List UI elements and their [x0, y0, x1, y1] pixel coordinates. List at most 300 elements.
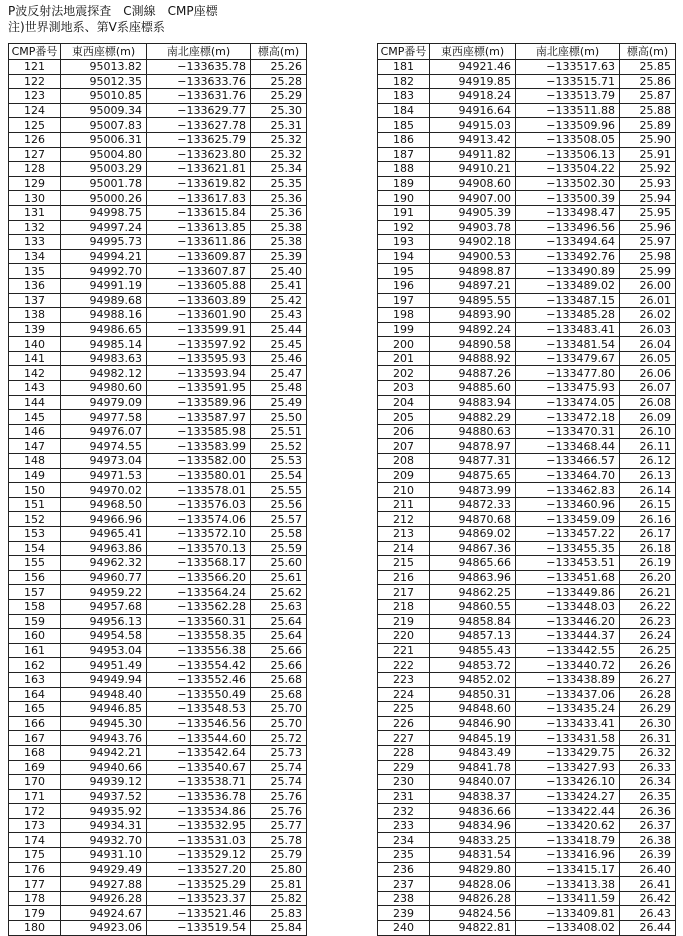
- northing-cell: −133464.70: [516, 468, 620, 483]
- easting-cell: 95013.82: [61, 60, 147, 75]
- easting-cell: 95003.29: [61, 162, 147, 177]
- northing-cell: −133477.80: [516, 366, 620, 381]
- elevation-cell: 26.26: [620, 658, 676, 673]
- table-row: [378, 60, 676, 75]
- elevation-cell: 26.22: [620, 599, 676, 614]
- table-row: [9, 468, 307, 483]
- table-row: [378, 687, 676, 702]
- table-row: [378, 89, 676, 104]
- table-row: [9, 658, 307, 673]
- elevation-cell: 25.52: [251, 439, 307, 454]
- northing-cell: −133472.18: [516, 410, 620, 425]
- easting-cell: 94865.66: [430, 556, 516, 571]
- elevation-cell: 25.46: [251, 351, 307, 366]
- northing-cell: −133494.64: [516, 235, 620, 250]
- northing-cell: −133583.99: [147, 439, 251, 454]
- cmp-number-cell: 198: [378, 308, 430, 323]
- cmp-number-cell: 184: [378, 103, 430, 118]
- cmp-number-cell: 238: [378, 891, 430, 906]
- table-row: [9, 366, 307, 381]
- easting-cell: 94986.65: [61, 322, 147, 337]
- northing-cell: −133411.59: [516, 891, 620, 906]
- table-row: [9, 848, 307, 863]
- northing-cell: −133585.98: [147, 424, 251, 439]
- cmp-number-cell: 202: [378, 366, 430, 381]
- table-row: [9, 906, 307, 921]
- northing-cell: −133511.88: [516, 103, 620, 118]
- northing-cell: −133460.96: [516, 497, 620, 512]
- elevation-cell: 25.62: [251, 585, 307, 600]
- table-row: [378, 395, 676, 410]
- northing-cell: −133496.56: [516, 220, 620, 235]
- easting-cell: 94902.18: [430, 235, 516, 250]
- elevation-cell: 26.29: [620, 702, 676, 717]
- elevation-cell: 25.36: [251, 205, 307, 220]
- elevation-cell: 25.60: [251, 556, 307, 571]
- easting-cell: 94831.54: [430, 848, 516, 863]
- elevation-cell: 25.82: [251, 891, 307, 906]
- easting-cell: 94931.10: [61, 848, 147, 863]
- table-row: [9, 118, 307, 133]
- easting-cell: 94983.63: [61, 351, 147, 366]
- cmp-number-cell: 186: [378, 132, 430, 147]
- northing-cell: −133621.81: [147, 162, 251, 177]
- table-row: [9, 716, 307, 731]
- northing-cell: −133532.95: [147, 818, 251, 833]
- cmp-number-cell: 213: [378, 527, 430, 542]
- northing-cell: −133627.78: [147, 118, 251, 133]
- cmp-number-cell: 123: [9, 89, 61, 104]
- northing-cell: −133509.96: [516, 118, 620, 133]
- northing-cell: −133574.06: [147, 512, 251, 527]
- column-header-elevation: 標高(m): [620, 44, 676, 60]
- easting-cell: 94946.85: [61, 702, 147, 717]
- column-header-easting: 東西座標(m): [61, 44, 147, 60]
- table-row: [378, 833, 676, 848]
- northing-cell: −133542.64: [147, 745, 251, 760]
- easting-cell: 94949.94: [61, 672, 147, 687]
- cmp-number-cell: 152: [9, 512, 61, 527]
- elevation-cell: 26.38: [620, 833, 676, 848]
- easting-cell: 94948.40: [61, 687, 147, 702]
- easting-cell: 94953.04: [61, 643, 147, 658]
- elevation-cell: 25.92: [620, 162, 676, 177]
- elevation-cell: 26.28: [620, 687, 676, 702]
- table-row: [378, 132, 676, 147]
- table-row: [9, 337, 307, 352]
- elevation-cell: 25.29: [251, 89, 307, 104]
- elevation-cell: 25.56: [251, 497, 307, 512]
- northing-cell: −133457.22: [516, 527, 620, 542]
- northing-cell: −133418.79: [516, 833, 620, 848]
- cmp-number-cell: 228: [378, 745, 430, 760]
- cmp-number-cell: 222: [378, 658, 430, 673]
- cmp-number-cell: 151: [9, 497, 61, 512]
- elevation-cell: 26.16: [620, 512, 676, 527]
- northing-cell: −133605.88: [147, 278, 251, 293]
- column-header-northing: 南北座標(m): [147, 44, 251, 60]
- northing-cell: −133601.90: [147, 308, 251, 323]
- elevation-cell: 26.08: [620, 395, 676, 410]
- northing-cell: −133459.09: [516, 512, 620, 527]
- table-row: [378, 877, 676, 892]
- cmp-number-cell: 204: [378, 395, 430, 410]
- elevation-cell: 26.23: [620, 614, 676, 629]
- table-row: [378, 118, 676, 133]
- northing-cell: −133446.20: [516, 614, 620, 629]
- northing-cell: −133506.13: [516, 147, 620, 162]
- northing-cell: −133468.44: [516, 439, 620, 454]
- cmp-number-cell: 137: [9, 293, 61, 308]
- northing-cell: −133593.94: [147, 366, 251, 381]
- northing-cell: −133548.53: [147, 702, 251, 717]
- elevation-cell: 25.31: [251, 118, 307, 133]
- easting-cell: 94939.12: [61, 775, 147, 790]
- easting-cell: 94940.66: [61, 760, 147, 775]
- table-row: [378, 308, 676, 323]
- northing-cell: −133556.38: [147, 643, 251, 658]
- easting-cell: 94882.29: [430, 410, 516, 425]
- cmp-number-cell: 231: [378, 789, 430, 804]
- easting-cell: 94834.96: [430, 818, 516, 833]
- cmp-number-cell: 145: [9, 410, 61, 425]
- easting-cell: 94924.67: [61, 906, 147, 921]
- northing-cell: −133508.05: [516, 132, 620, 147]
- northing-cell: −133483.41: [516, 322, 620, 337]
- elevation-cell: 26.43: [620, 906, 676, 921]
- table-row: [9, 147, 307, 162]
- cmp-table-left: [8, 43, 307, 936]
- table-row: [9, 454, 307, 469]
- cmp-number-cell: 227: [378, 731, 430, 746]
- elevation-cell: 26.32: [620, 745, 676, 760]
- cmp-number-cell: 236: [378, 862, 430, 877]
- elevation-cell: 26.12: [620, 454, 676, 469]
- cmp-number-cell: 171: [9, 789, 61, 804]
- elevation-cell: 26.21: [620, 585, 676, 600]
- easting-cell: 94845.19: [430, 731, 516, 746]
- cmp-number-cell: 172: [9, 804, 61, 819]
- elevation-cell: 26.42: [620, 891, 676, 906]
- cmp-number-cell: 154: [9, 541, 61, 556]
- cmp-number-cell: 188: [378, 162, 430, 177]
- easting-cell: 94943.76: [61, 731, 147, 746]
- elevation-cell: 25.97: [620, 235, 676, 250]
- northing-cell: −133597.92: [147, 337, 251, 352]
- northing-cell: −133554.42: [147, 658, 251, 673]
- northing-cell: −133525.29: [147, 877, 251, 892]
- table-row: [9, 162, 307, 177]
- northing-cell: −133504.22: [516, 162, 620, 177]
- cmp-number-cell: 165: [9, 702, 61, 717]
- elevation-cell: 25.95: [620, 205, 676, 220]
- northing-cell: −133475.93: [516, 381, 620, 396]
- elevation-cell: 25.78: [251, 833, 307, 848]
- elevation-cell: 25.90: [620, 132, 676, 147]
- cmp-number-cell: 125: [9, 118, 61, 133]
- cmp-number-cell: 208: [378, 454, 430, 469]
- cmp-number-cell: 139: [9, 322, 61, 337]
- cmp-number-cell: 160: [9, 629, 61, 644]
- cmp-number-cell: 180: [9, 921, 61, 936]
- northing-cell: −133550.49: [147, 687, 251, 702]
- northing-cell: −133633.76: [147, 74, 251, 89]
- table-row: [378, 585, 676, 600]
- cmp-number-cell: 183: [378, 89, 430, 104]
- table-row: [9, 527, 307, 542]
- easting-cell: 94916.64: [430, 103, 516, 118]
- easting-cell: 94974.55: [61, 439, 147, 454]
- cmp-number-cell: 159: [9, 614, 61, 629]
- easting-cell: 95010.85: [61, 89, 147, 104]
- northing-cell: −133433.41: [516, 716, 620, 731]
- easting-cell: 94985.14: [61, 337, 147, 352]
- northing-cell: −133426.10: [516, 775, 620, 790]
- easting-cell: 94982.12: [61, 366, 147, 381]
- elevation-cell: 26.25: [620, 643, 676, 658]
- easting-cell: 94908.60: [430, 176, 516, 191]
- northing-cell: −133587.97: [147, 410, 251, 425]
- elevation-cell: 25.94: [620, 191, 676, 206]
- cmp-number-cell: 147: [9, 439, 61, 454]
- northing-cell: −133523.37: [147, 891, 251, 906]
- cmp-number-cell: 221: [378, 643, 430, 658]
- elevation-cell: 26.05: [620, 351, 676, 366]
- northing-cell: −133564.24: [147, 585, 251, 600]
- easting-cell: 94965.41: [61, 527, 147, 542]
- cmp-number-cell: 209: [378, 468, 430, 483]
- table-row: [9, 424, 307, 439]
- elevation-cell: 25.49: [251, 395, 307, 410]
- table-row: [378, 162, 676, 177]
- elevation-cell: 25.86: [620, 74, 676, 89]
- table-row: [9, 176, 307, 191]
- elevation-cell: 25.98: [620, 249, 676, 264]
- cmp-number-cell: 237: [378, 877, 430, 892]
- elevation-cell: 25.35: [251, 176, 307, 191]
- cmp-number-cell: 212: [378, 512, 430, 527]
- table-row: [9, 220, 307, 235]
- cmp-number-cell: 175: [9, 848, 61, 863]
- easting-cell: 94853.72: [430, 658, 516, 673]
- easting-cell: 94863.96: [430, 570, 516, 585]
- easting-cell: 94828.06: [430, 877, 516, 892]
- cmp-number-cell: 127: [9, 147, 61, 162]
- cmp-number-cell: 177: [9, 877, 61, 892]
- table-row: [378, 381, 676, 396]
- table-row: [378, 220, 676, 235]
- table-row: [378, 278, 676, 293]
- easting-cell: 94960.77: [61, 570, 147, 585]
- elevation-cell: 26.39: [620, 848, 676, 863]
- northing-cell: −133487.15: [516, 293, 620, 308]
- table-row: [378, 249, 676, 264]
- table-row: [9, 877, 307, 892]
- cmp-number-cell: 179: [9, 906, 61, 921]
- cmp-number-cell: 136: [9, 278, 61, 293]
- elevation-cell: 25.80: [251, 862, 307, 877]
- table-row: [9, 191, 307, 206]
- northing-cell: −133631.76: [147, 89, 251, 104]
- easting-cell: 94921.46: [430, 60, 516, 75]
- easting-cell: 94929.49: [61, 862, 147, 877]
- easting-cell: 94893.90: [430, 308, 516, 323]
- northing-cell: −133517.63: [516, 60, 620, 75]
- elevation-cell: 26.35: [620, 789, 676, 804]
- northing-cell: −133422.44: [516, 804, 620, 819]
- cmp-number-cell: 197: [378, 293, 430, 308]
- northing-cell: −133629.77: [147, 103, 251, 118]
- easting-cell: 94895.55: [430, 293, 516, 308]
- elevation-cell: 26.07: [620, 381, 676, 396]
- column-header-cmp: CMP番号: [378, 44, 430, 60]
- table-row: [378, 454, 676, 469]
- elevation-cell: 25.41: [251, 278, 307, 293]
- northing-cell: −133429.75: [516, 745, 620, 760]
- northing-cell: −133540.67: [147, 760, 251, 775]
- elevation-cell: 25.70: [251, 702, 307, 717]
- elevation-cell: 25.50: [251, 410, 307, 425]
- table-row: [9, 395, 307, 410]
- easting-cell: 94858.84: [430, 614, 516, 629]
- elevation-cell: 25.42: [251, 293, 307, 308]
- elevation-cell: 25.63: [251, 599, 307, 614]
- northing-cell: −133568.17: [147, 556, 251, 571]
- easting-cell: 94923.06: [61, 921, 147, 936]
- easting-cell: 94898.87: [430, 264, 516, 279]
- easting-cell: 94956.13: [61, 614, 147, 629]
- table-row: [378, 410, 676, 425]
- elevation-cell: 25.68: [251, 672, 307, 687]
- table-row: [378, 103, 676, 118]
- northing-cell: −133470.31: [516, 424, 620, 439]
- table-row: [378, 264, 676, 279]
- elevation-cell: 26.18: [620, 541, 676, 556]
- cmp-number-cell: 230: [378, 775, 430, 790]
- cmp-number-cell: 224: [378, 687, 430, 702]
- elevation-cell: 26.17: [620, 527, 676, 542]
- northing-cell: −133500.39: [516, 191, 620, 206]
- northing-cell: −133431.58: [516, 731, 620, 746]
- table-row: [378, 658, 676, 673]
- table-row: [9, 556, 307, 571]
- elevation-cell: 25.36: [251, 191, 307, 206]
- table-row: [378, 439, 676, 454]
- cmp-number-cell: 194: [378, 249, 430, 264]
- table-row: [9, 322, 307, 337]
- elevation-cell: 25.48: [251, 381, 307, 396]
- easting-cell: 94850.31: [430, 687, 516, 702]
- easting-cell: 94918.24: [430, 89, 516, 104]
- cmp-number-cell: 176: [9, 862, 61, 877]
- easting-cell: 94822.81: [430, 921, 516, 936]
- table-row: [378, 643, 676, 658]
- easting-cell: 95000.26: [61, 191, 147, 206]
- cmp-number-cell: 121: [9, 60, 61, 75]
- elevation-cell: 26.44: [620, 921, 676, 936]
- cmp-number-cell: 143: [9, 381, 61, 396]
- cmp-number-cell: 181: [378, 60, 430, 75]
- easting-cell: 95009.34: [61, 103, 147, 118]
- elevation-cell: 25.57: [251, 512, 307, 527]
- table-row: [378, 468, 676, 483]
- northing-cell: −133515.71: [516, 74, 620, 89]
- easting-cell: 94988.16: [61, 308, 147, 323]
- easting-cell: 94885.60: [430, 381, 516, 396]
- elevation-cell: 25.66: [251, 643, 307, 658]
- table-row: [9, 643, 307, 658]
- easting-cell: 94843.49: [430, 745, 516, 760]
- table-row: [378, 337, 676, 352]
- easting-cell: 94824.56: [430, 906, 516, 921]
- cmp-number-cell: 129: [9, 176, 61, 191]
- elevation-cell: 25.91: [620, 147, 676, 162]
- elevation-cell: 25.81: [251, 877, 307, 892]
- table-row: [378, 570, 676, 585]
- table-row: [378, 556, 676, 571]
- elevation-cell: 26.01: [620, 293, 676, 308]
- table-row: [9, 789, 307, 804]
- elevation-cell: 25.32: [251, 147, 307, 162]
- northing-cell: −133566.20: [147, 570, 251, 585]
- table-row: [378, 74, 676, 89]
- easting-cell: 94880.63: [430, 424, 516, 439]
- northing-cell: −133435.24: [516, 702, 620, 717]
- table-row: [378, 483, 676, 498]
- cmp-number-cell: 128: [9, 162, 61, 177]
- northing-cell: −133451.68: [516, 570, 620, 585]
- easting-cell: 95007.83: [61, 118, 147, 133]
- cmp-number-cell: 140: [9, 337, 61, 352]
- northing-cell: −133415.17: [516, 862, 620, 877]
- cmp-number-cell: 195: [378, 264, 430, 279]
- cmp-number-cell: 219: [378, 614, 430, 629]
- elevation-cell: 26.15: [620, 497, 676, 512]
- easting-cell: 94829.80: [430, 862, 516, 877]
- table-row: [378, 176, 676, 191]
- elevation-cell: 25.55: [251, 483, 307, 498]
- table-row: [378, 235, 676, 250]
- northing-cell: −133416.96: [516, 848, 620, 863]
- elevation-cell: 25.76: [251, 789, 307, 804]
- table-row: [378, 293, 676, 308]
- easting-cell: 94959.22: [61, 585, 147, 600]
- elevation-cell: 25.54: [251, 468, 307, 483]
- coordinate-system-note: 注)世界測地系、第Ⅴ系座標系: [8, 20, 165, 34]
- easting-cell: 94852.02: [430, 672, 516, 687]
- table-row: [9, 381, 307, 396]
- cmp-number-cell: 203: [378, 381, 430, 396]
- cmp-number-cell: 134: [9, 249, 61, 264]
- table-row: [9, 862, 307, 877]
- table-row: [9, 833, 307, 848]
- northing-cell: −133492.76: [516, 249, 620, 264]
- northing-cell: −133513.79: [516, 89, 620, 104]
- column-header-northing: 南北座標(m): [516, 44, 620, 60]
- northing-cell: −133437.06: [516, 687, 620, 702]
- northing-cell: −133603.89: [147, 293, 251, 308]
- easting-cell: 94890.58: [430, 337, 516, 352]
- table-row: [9, 629, 307, 644]
- easting-cell: 95012.35: [61, 74, 147, 89]
- northing-cell: −133570.13: [147, 541, 251, 556]
- easting-cell: 94989.68: [61, 293, 147, 308]
- easting-cell: 94966.96: [61, 512, 147, 527]
- table-row: [9, 775, 307, 790]
- elevation-cell: 25.64: [251, 629, 307, 644]
- table-row: [378, 205, 676, 220]
- table-header-row: [378, 44, 676, 60]
